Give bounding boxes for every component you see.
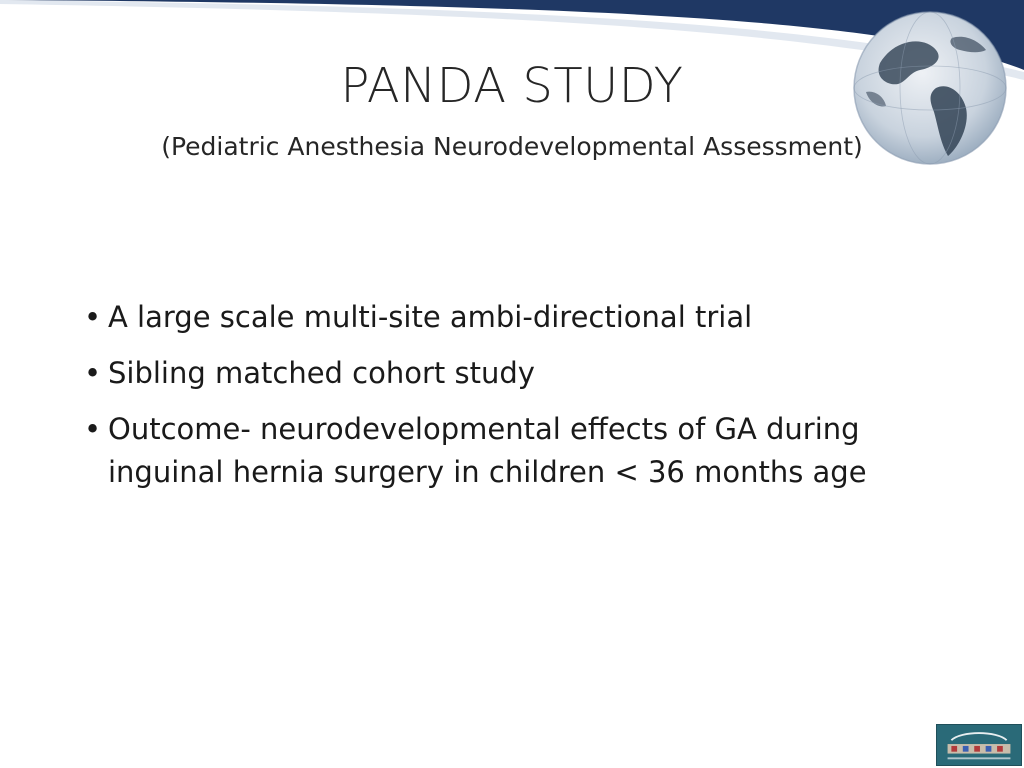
bullet-item: [84, 296, 884, 339]
bullet-item: [84, 352, 884, 395]
bullet-mark: •: [84, 356, 102, 390]
slide-subtitle: (Pediatric Anesthesia Neurodevelopmental Assessment): [161, 132, 863, 161]
organization-logo: [936, 724, 1022, 766]
bullet-mark: •: [84, 300, 102, 334]
bullet-list: [84, 296, 884, 507]
bullet-item: [84, 408, 884, 494]
bullet-text: Sibling matched cohort study: [108, 356, 535, 390]
slide-title: PANDA STUDY: [340, 58, 684, 114]
bullet-text: Outcome- neurodevelopmental effects of GA during inguinal hernia surgery in children < 36 months age: [108, 412, 867, 489]
bullet-text: A large scale multi-site ambi-directional trial: [108, 300, 753, 334]
bullet-mark: •: [84, 412, 102, 446]
